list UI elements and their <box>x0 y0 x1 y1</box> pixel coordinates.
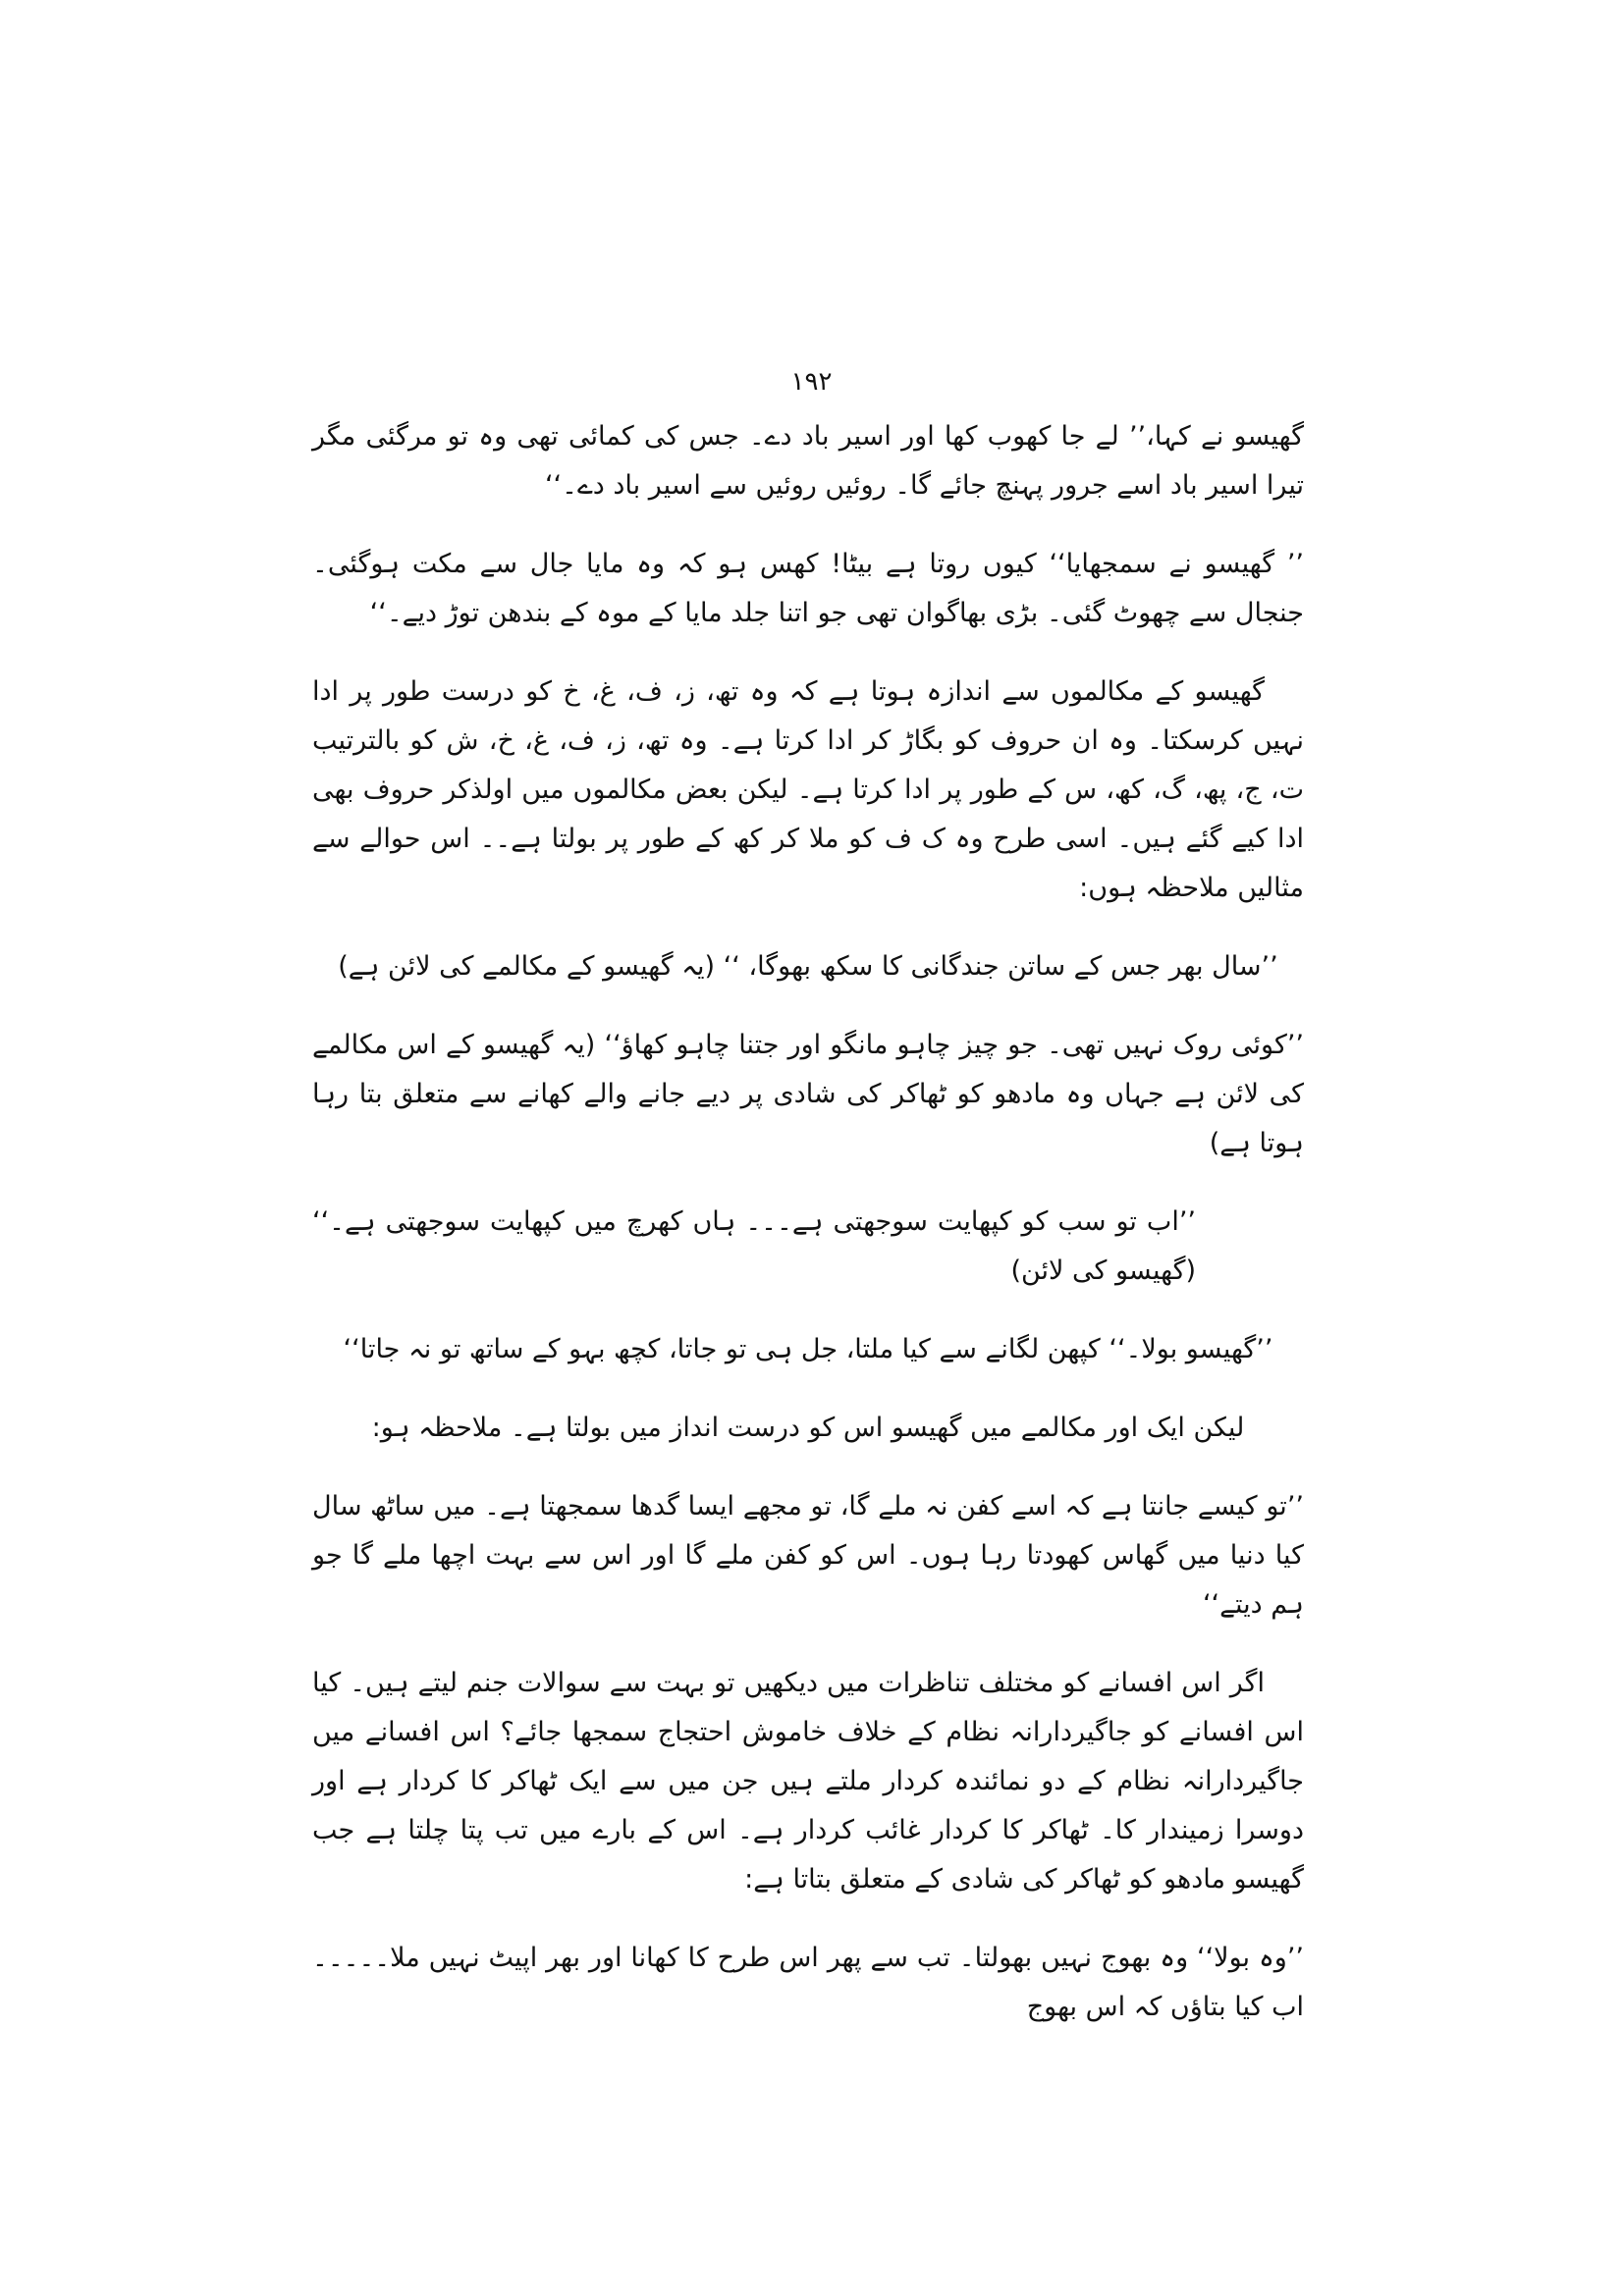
paragraph-body: لیکن ایک اور مکالمے میں گھیسو اس کو درست انداز میں بولتا ہے۔ ملاحظہ ہو: <box>371 1413 1245 1443</box>
paragraph-quote: ’’اب تو سب کو کپھایت سوجھتی ہے۔۔۔ ہاں کھرچ میں کپھایت سوجھتی ہے۔‘‘ (گھیسو کی لائن) <box>312 1206 1196 1286</box>
paragraph-quote: ’’گھیسو بولا۔‘‘ کپھن لگانے سے کیا ملتا، جل ہی تو جاتا، کچھ بہو کے ساتھ تو نہ جاتا‘‘ <box>343 1334 1273 1364</box>
body-text <box>312 412 1304 2061</box>
paragraph-quote: ’’تو کیسے جانتا ہے کہ اسے کفن نہ ملے گا، تو مجھے ایسا گدھا سمجھتا ہے۔ میں ساٹھ سال کیا دنیا میں گھاس کھودتا رہا ہوں۔ اس کو کفن ملے گا اور اس سے بہت اچھا ملے گا جو ہم دیتے‘‘ <box>312 1491 1304 1620</box>
paragraph-quote: ’’سال بھر جس کے ساتن جندگانی کا سکھ بھوگا، ‘‘ (یہ گھیسو کے مکالمے کی لائن ہے) <box>338 951 1278 982</box>
paragraph-quote: ’’وہ بولا‘‘ وہ بھوج نہیں بھولتا۔ تب سے پھر اس طرح کا کھانا اور بھر اپیٹ نہیں ملا۔۔۔۔۔ اب کیا بتاؤں کہ اس بھوج <box>312 1943 1304 2022</box>
paragraph-quote: ’’کوئی روک نہیں تھی۔ جو چیز چاہو مانگو اور جتنا چاہو کھاؤ‘‘ (یہ گھیسو کے اس مکالمے کی لائن ہے جہاں وہ مادھو کو ٹھاکر کی شادی پر دیے جانے والے کھانے سے متعلق بتا رہا ہوتا ہے) <box>312 1030 1304 1158</box>
paragraph-body: اگر اس افسانے کو مختلف تناظرات میں دیکھیں تو بہت سے سوالات جنم لیتے ہیں۔ کیا اس افسانے کو جاگیردارانہ نظام کے خلاف خاموش احتجاج سمجھا جائے؟ اس افسانے میں جاگیردارانہ نظام کے دو نمائندہ کردار ملتے ہیں جن میں سے ایک ٹھاکر کا کردار ہے اور دوسرا زمیندار کا۔ ٹھاکر کا کردار غائب کردار ہے۔ اس کے بارے میں تب پتا چلتا ہے جب گھیسو مادھو کو ٹھاکر کی شادی کے متعلق بتاتا ہے: <box>312 1668 1304 1895</box>
paragraph-quote: گھیسو نے کہا،’’ لے جا کھوب کھا اور اسیر باد دے۔ جس کی کمائی تھی وہ تو مرگئی مگر تیرا اسیر باد اسے جرور پہنچ جائے گا۔ روئیں روئیں سے اسیر باد دے۔‘‘ <box>312 421 1304 501</box>
page-number: ۱۹۲ <box>790 367 833 397</box>
paragraph-quote: ’’ گھیسو نے سمجھایا‘‘ کیوں روتا ہے بیٹا! کھس ہو کہ وہ مایا جال سے مکت ہوگئی۔ جنجال سے چھوٹ گئی۔ بڑی بھاگوان تھی جو اتنا جلد مایا کے موہ کے بندھن توڑ دیے۔‘‘ <box>312 549 1304 628</box>
paragraph-body: گھیسو کے مکالموں سے اندازہ ہوتا ہے کہ وہ تھ، ز، ف، غ، خ کو درست طور پر ادا نہیں کرسکتا۔ وہ ان حروف کو بگاڑ کر ادا کرتا ہے۔ وہ تھ، ز، ف، غ، خ، ش کو بالترتیب ت، ج، پھ، گ، کھ، س کے طور پر ادا کرتا ہے۔ لیکن بعض مکالموں میں اولذکر حروف بھی ادا کیے گئے ہیں۔ اسی طرح وہ ک ف کو ملا کر کھ کے طور پر بولتا ہے۔۔ اس حوالے سے مثالیں ملاحظہ ہوں: <box>312 676 1304 903</box>
